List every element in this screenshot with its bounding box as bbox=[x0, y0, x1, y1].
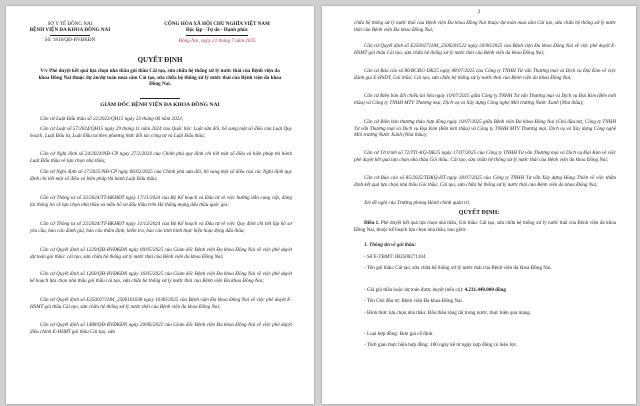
legal-basis-8: Căn cứ Quyết định số 1260/QĐ-BVĐKĐN ngày 16/05/2025 của Giám đốc Bệnh viện Đa khoa Đồng Nai về việc phê duyệt kế hoạch lựa chọn nhà thầu gói thầu cải tạo, sửa chữa hệ thống xử lý nước thải của Bệnh viện Đa khoa Đồng Nai; bbox=[30, 271, 292, 284]
legal-basis-9: Căn cứ Quyết định số E2500271184_2506161038 ngày 16/06/2025 của Bệnh viện Đa khoa Đồng Nai về việc phê duyệt E-HSMT gói thầu Cải tạo, sửa chữa hệ thống xử lý nước thải của Bệnh viện đa khoa Đồng Nai; bbox=[30, 297, 292, 310]
document-number: Số: 1818/QĐ-BVĐKĐN bbox=[44, 37, 96, 43]
paragraph-8: Xét đề nghị của Trưởng phòng Hành chính quản trị. bbox=[364, 200, 471, 206]
article-1-label: Điều 1. bbox=[364, 220, 380, 226]
article-1-text: Phê duyệt kết quả lựa chọn nhà thầu, Gói thầu: Cải tạo, sửa chữa hệ thống xử lý nước thải của Bệnh viện đa khoa Đồng Nai, thuộc kế hoạch lựa chọn nhà thầu, bao gồm: bbox=[354, 220, 617, 233]
paragraph-5: Căn cứ Biên bản thương thảo hợp đồng ngày 10/07/2025 giữa Bệnh viện Đa khoa Đồng Nai (Chủ đầu tư), Công ty TNHH Tư vấn Thương mại và Dịch vụ Đại Kim (Bên mời thầu) và Công ty TNHH MTV Thương mại, Dịch vụ và Xây dựng Công nghệ Môi trường Nước Xanh (Nhà thầu); bbox=[354, 119, 616, 139]
legal-basis-3: Căn cứ Nghị định số 24/2024/NĐ-CP ngày 27/2/2024 của Chính phủ quy định chi tiết một số điều và biện pháp thi hành Luật Đấu thầu về lựa chọn nhà thầu; bbox=[30, 151, 292, 164]
legal-basis-1: Căn cứ Luật Đấu thầu số 22/2023/QH15 ngày 23 tháng 06 năm 2023; bbox=[40, 116, 184, 122]
legal-basis-2: Căn cứ Luật số 57/2024/QH15 ngày 29 tháng 11 năm 2024 của Quốc hội: Luật sửa đổi, bổ sung một số điều của Luật Quy hoạch, Luật Đầu tư, Luật Đầu tư theo phương thức đối tác công tư và Luật Đấu thầu; bbox=[30, 126, 292, 139]
nation-line-2: Độc lập - Tự do - Hạnh phúc bbox=[185, 27, 249, 33]
nation-line-1: CỘNG HÒA XÃ HỘI CHỦ NGHĨA VIỆT NAM bbox=[164, 21, 270, 27]
paragraph-1: chữa hệ thống xử lý nước thải của Bệnh viện Đa khoa Đồng Nai thuộc dự toán mua sắm Cải tạo, sửa chữa hệ thống xử lý nước thải của Bệnh viện Đa khoa Đồng Nai; bbox=[354, 20, 616, 33]
subject-underline bbox=[140, 98, 180, 99]
tender-notice-number: - Số E-TBMT: IB2500271184 bbox=[364, 254, 426, 260]
package-name: - Tên gói thầu: Cải tạo, sửa chữa hệ thống xử lý nước thải của Bệnh viện đa khoa Đồng Nai. bbox=[364, 265, 552, 271]
page-number: 2 bbox=[477, 9, 481, 15]
document-page-1 bbox=[6, 6, 314, 404]
agency-line-2: BỆNH VIỆN ĐA KHOA ĐỒNG NAI bbox=[29, 27, 111, 33]
package-price-value: 4.231.440.000 đồng bbox=[464, 287, 506, 293]
agency-underline bbox=[50, 35, 90, 36]
nation-underline bbox=[186, 35, 248, 36]
legal-basis-10: Căn cứ Quyết định số 1488/QĐ-BVĐKĐN ngày 20/06/2025 của Giám đốc Bệnh viện Đa khoa Đồng Nai về việc phê duyệt điều chỉnh E-HSMT gói thầu Cải tạo, sửa bbox=[30, 322, 292, 335]
authority-heading: GIÁM ĐỐC BỆNH VIỆN ĐA KHOA ĐỒNG NAI bbox=[100, 102, 220, 108]
decision-heading: QUYẾT ĐỊNH: bbox=[458, 210, 500, 216]
paragraph-2: Căn cứ Quyết định số E2500271184_2506201522 ngày 20/06/2025 của Bệnh viện Đa khoa Đồng Nai về việc phê duyệt E-HSMT gói thầu Cải tạo, sửa chữa hệ thống xử lý nước thải của Bệnh viện đa khoa Đồng Nai; bbox=[354, 43, 616, 56]
article-1 bbox=[354, 220, 616, 233]
legal-basis-5: Căn cứ Thông tư số 22/2024/TT-BKHĐT ngày 17/11/2024 của Bộ Kế hoạch và Đầu tư về việc hướng dẫn cung cấp, đăng tải thông tin về lựa chọn nhà thầu và mẫu hồ sơ đấu thầu trên Hệ thống mạng đấu thầu quốc gia; bbox=[30, 195, 292, 208]
legal-basis-7: Căn cứ Quyết định số 1229/QĐ-BVĐKĐN ngày 09/05/2025 của Giám đốc Bệnh viện Đa khoa Đồng Nai về việc phê duyệt dự toán gói thầu: cải tạo, sửa chữa hệ thống xử lý nước thải của Bệnh viện đa khoa Đồng Nai; bbox=[30, 247, 292, 260]
legal-basis-4: Căn cứ Nghị định số 17/2025/NĐ-CP ngày 06/02/2025 của Chính phủ sửa đổi, bổ sung một số điều của các Nghị định quy định chi tiết một số điều và biện pháp thi hành Luật Đấu thầu; bbox=[30, 169, 292, 182]
paragraph-4: Căn cứ Biên bản đối chiếu tài liệu ngày 10/07/2025 giữa Công ty TNHH Tư vấn Thương mại và Dịch vụ Đại Kim (Bên mời thầu) và Công ty TNHH MTV Thương mại, Dịch vụ và Xây dựng Công nghệ Môi trường Nước Xanh (Nhà thầu); bbox=[354, 93, 616, 106]
document-page-2 bbox=[322, 6, 636, 404]
paragraph-7: Căn cứ Báo cáo số 85/2025/TĐKQ-HT ngày 18/07/2025 của Công ty TNHH Tư vấn Xây dựng Hùng Thiên về việc thẩm định kết quả lựa chọn nhà thầu Gói thầu: Cải tạo, sửa chữa hệ thống xử lý nước thải của Bệnh viện đa khoa Đồng Nai; bbox=[354, 175, 616, 188]
selection-method: - Hình thức lựa chọn nhà thầu: Đấu thầu rộng rãi trong nước, thực hiện qua mạng. bbox=[364, 310, 532, 316]
package-price-label: - Giá gói thầu hoặc dự toán được duyệt (nếu có): bbox=[364, 287, 465, 293]
document-subject: V/v Phê duyệt kết quả lựa chọn nhà thầu gói thầu Cải tạo, sửa chữa hệ thống xử lý nước thải của Bệnh viện đa khoa Đồng Nai thuộc dự án/dự toán mua sắm Cải tạo, sửa chữa hệ thống xử lý nước thải của Bệnh viện đa khoa Đồng Nai. bbox=[38, 68, 282, 88]
agency-line-1: SỞ Y TẾ ĐỒNG NAI bbox=[47, 21, 93, 27]
section-1-heading: 1. Thông tin về gói thầu: bbox=[364, 242, 417, 248]
paragraph-6: Căn cứ Tờ trình số 72/TTr-KQ-DK25 ngày 17/07/2025 của Công ty TNHH Tư vấn Thương mại và Dịch vụ Đại Kim về việc phê duyệt kết quả lựa chọn nhà thầu Gói thầu: Cải tạo, sửa chữa hệ thống xử lý nước thải của Bệnh viện đa khoa Đồng Nai; bbox=[354, 150, 616, 163]
contract-type: - Loại hợp đồng: Đơn giá cố định. bbox=[364, 331, 434, 337]
investor-name: - Tên Chủ đầu tư: Bệnh viện Đa khoa Đồng Nai. bbox=[364, 298, 464, 304]
place-date: Đồng Nai, ngày 21 tháng 7 năm 2025 bbox=[178, 38, 256, 44]
contract-duration: - Thời gian thực hiện hợp đồng: 180 ngày kể từ ngày hợp đồng có hiệu lực. bbox=[364, 342, 518, 348]
document-title: QUYẾT ĐỊNH bbox=[137, 56, 183, 64]
legal-basis-6: Căn cứ Thông tư số 23/2024/TT-BKHĐT ngày 31/12/2024 của Bộ Kế hoạch và Đầu tư về việc Quy định chi tiết lập hồ sơ yêu cầu, báo cáo đánh giá, báo cáo thẩm định, kiểm tra, báo cáo tình hình thực hiện hoạt động đấu thầu; bbox=[30, 221, 292, 234]
package-price bbox=[364, 287, 616, 294]
paragraph-3: Căn cứ Báo cáo số 86/BCĐG-DK25 ngày 08/07/2025 của Công ty TNHH Tư vấn Thương mại và Dịch vụ Đại Kim về việc đánh giá E-HSDT, Gói thầu: Cải tạo, sửa chữa hệ thống xử lý nước thải của Bệnh viện đa khoa Đồng Nai; bbox=[354, 68, 616, 81]
